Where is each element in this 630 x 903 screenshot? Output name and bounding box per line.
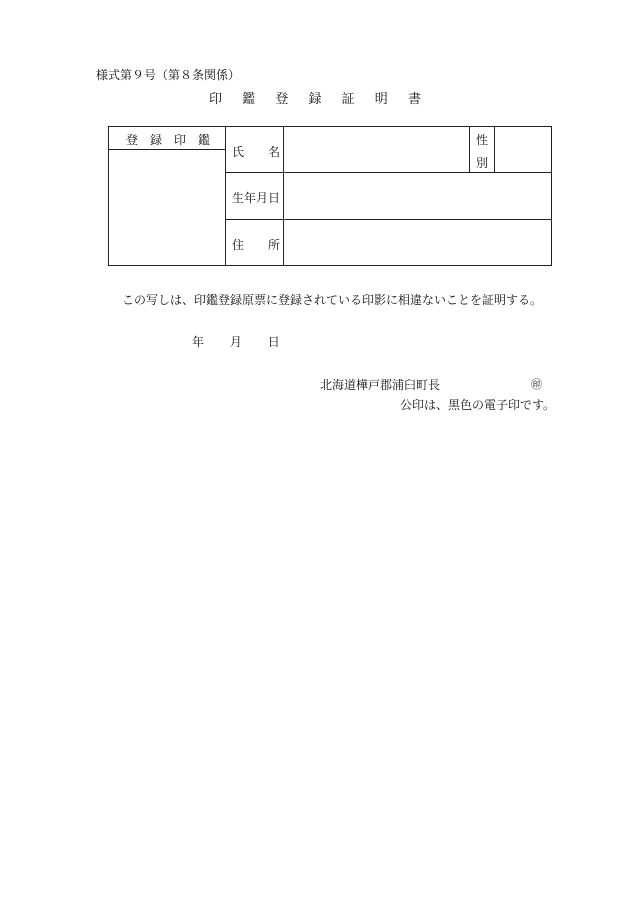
title-char: 印 (209, 92, 223, 107)
table-border-left (108, 126, 109, 266)
gender-label-top: 性 (476, 133, 489, 147)
date-day: 日 (267, 335, 280, 349)
certification-statement: この写しは、印鑑登録原票に登録されている印影に相違ないことを証明する。 (122, 293, 543, 307)
row-divider-1 (225, 172, 552, 173)
table-border-top (108, 126, 552, 127)
issue-date (192, 333, 302, 350)
address-label: 住 所 (232, 238, 281, 252)
table-border-bottom (108, 265, 552, 266)
seal-column-divider (225, 126, 226, 266)
form-number-label: 様式第９号（第８条関係） (96, 68, 241, 82)
official-seal-note: 公印は、黒色の電子印です。 (400, 398, 556, 412)
seal-header-divider (108, 149, 226, 150)
date-month: 月 (229, 335, 242, 349)
gender-label-bottom: 別 (476, 156, 489, 170)
issuer-name: 北海道樺戸郡浦臼町長 (320, 378, 441, 392)
title-char: 明 (374, 92, 388, 107)
title-char: 登 (275, 92, 289, 107)
gender-box-right (494, 126, 495, 173)
name-label: 氏 名 (232, 145, 281, 159)
title-char: 鑑 (242, 92, 256, 107)
label-column-divider (283, 126, 284, 266)
row-divider-2 (225, 219, 552, 220)
table-border-right (551, 126, 552, 266)
gender-box-left (469, 126, 470, 173)
date-year: 年 (192, 335, 205, 349)
document-title (0, 88, 630, 107)
certificate-table (108, 126, 552, 266)
title-char: 証 (341, 92, 355, 107)
title-char: 書 (407, 92, 421, 107)
title-char: 録 (308, 92, 322, 107)
seal-header: 登 録 印 鑑 (126, 133, 211, 147)
seal-mark: ㊞ (531, 378, 542, 391)
birth-date-label: 生年月日 (232, 191, 281, 205)
